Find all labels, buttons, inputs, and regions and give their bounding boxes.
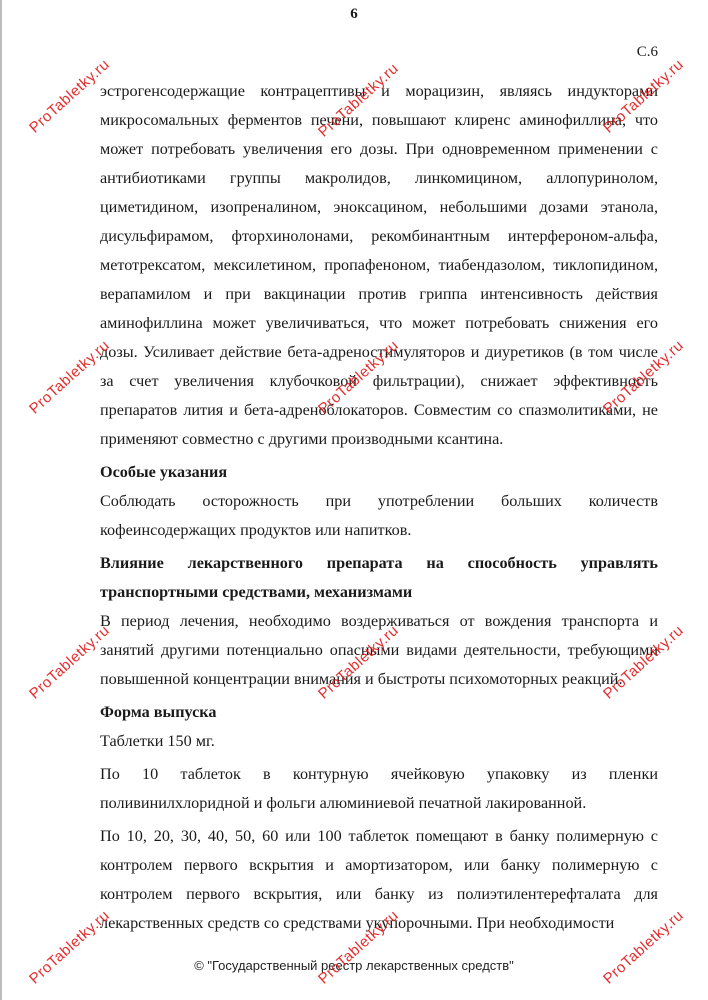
heading-driving: Влияние лекарственного препарата на способность управлять транспортными средствами, механизмами xyxy=(100,554,658,601)
watermark: ProTabletky.ru xyxy=(315,336,403,418)
watermark: ProTabletky.ru xyxy=(26,906,114,988)
document-body xyxy=(100,77,658,938)
page-code: С.6 xyxy=(636,44,658,60)
release-form-jar: По 10, 20, 30, 40, 50, 60 или 100 таблеток помещают в банку полимерную с контролем первого вскрытия и амортизатором, или банку полимерную с контролем первого вскрытия, или банку из полиэтилентерефталата для лекарственных средств со средствами укупорочными. При необходимости xyxy=(100,827,658,932)
release-form-dose: Таблетки 150 мг. xyxy=(100,732,215,750)
watermark: ProTabletky.ru xyxy=(26,55,114,137)
interactions-paragraph: эстрогенсодержащие контрацептивы и морацизин, являясь индукторами микросомальных ферментов печени, повышают клиренс аминофиллина, что может потребовать увеличения его дозы. При одновременном применении с антибиотиками группы макролидов, линкомицином, аллопуринолом, циметидином, изопреналином, эноксацином, небольшими дозами этанола, дисульфирамом, фторхинолонами, рекомбинантным интерфероном-альфа, метотрексатом, мексилетином, пропафеноном, тиабендазолом, тиклопидином, верапамилом и при вакцинации против гриппа интенсивность действия аминофиллина может увеличиваться, что может потребовать снижения его дозы. Усиливает действие бета-адреностимуляторов и диуретиков (в том числе за счет увеличения клубочковой фильтрации), снижает эффективность препаратов лития и бета-адреноблокаторов. Совместим со спазмолитиками, не применяют совместно с другими производными ксантина. xyxy=(100,82,658,448)
watermark: ProTabletky.ru xyxy=(600,336,688,418)
watermark: ProTabletky.ru xyxy=(315,59,403,141)
release-form-blister: По 10 таблеток в контурную ячейковую упаковку из пленки поливинилхлоридной и фольги алюминиевой печатной лакированной. xyxy=(100,765,658,812)
watermark: ProTabletky.ru xyxy=(26,621,114,703)
watermark: ProTabletky.ru xyxy=(315,906,403,988)
scan-edge xyxy=(0,0,2,1000)
watermark: ProTabletky.ru xyxy=(600,55,688,137)
heading-release-form: Форма выпуска xyxy=(100,703,217,721)
heading-special-instructions: Особые указания xyxy=(100,463,228,481)
driving-paragraph: В период лечения, необходимо воздерживаться от вождения транспорта и занятий другими потенциально опасными видами деятельности, требующими повышенной концентрации внимания и быстроты психомоторных реакций. xyxy=(100,612,658,688)
special-instructions-paragraph: Соблюдать осторожность при употреблении больших количеств кофеинсодержащих продуктов или напитков. xyxy=(100,492,658,539)
footer-copyright: © "Государственный реестр лекарственных средств" xyxy=(194,958,514,973)
watermark: ProTabletky.ru xyxy=(315,621,403,703)
watermark: ProTabletky.ru xyxy=(600,906,688,988)
watermark: ProTabletky.ru xyxy=(600,621,688,703)
watermark: ProTabletky.ru xyxy=(26,336,114,418)
page-number: 6 xyxy=(350,6,358,22)
